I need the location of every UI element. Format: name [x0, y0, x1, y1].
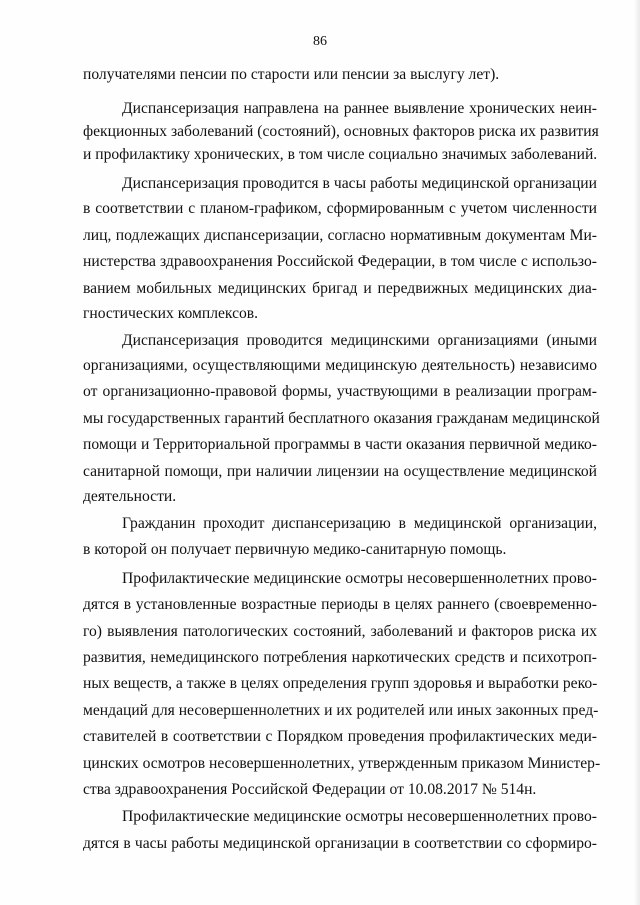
text-line: Диспансеризация проводится в часы работы медицинской организации — [122, 175, 597, 192]
text-line: помощи и Территориальной программы в части оказания первичной медико- — [83, 436, 597, 453]
text-line: развития, немедицинского потребления наркотических средств и психотроп- — [83, 649, 597, 666]
page-edge-shadow — [634, 0, 640, 905]
text-line: Гражданин проходит диспансеризацию в медицинской организации, — [122, 515, 597, 532]
text-line: деятельности. — [83, 488, 177, 505]
text-line: Профилактические медицинские осмотры несовершеннолетних прово- — [122, 808, 597, 825]
text-line: ванием мобильных медицинских бригад и передвижных медицинских диа- — [83, 280, 597, 297]
text-line: мы государственных гарантий бесплатного оказания гражданам медицинской — [83, 410, 600, 427]
text-line: Диспансеризация направлена на раннее выявление хронических неин- — [122, 100, 597, 117]
text-line: фекционных заболеваний (состояний), основных факторов риска их развития — [83, 123, 599, 140]
text-line: организациями, осуществляющими медицинскую деятельность) независимо — [83, 357, 597, 374]
text-line: Диспансеризация проводится медицинскими организациями (иными — [122, 332, 597, 349]
text-line: получателями пенсии по старости или пенсии за выслугу лет). — [83, 66, 500, 83]
text-line: го) выявления патологических состояний, заболеваний и факторов риска их — [83, 623, 597, 640]
text-line: и профилактику хронических, в том числе социально значимых заболеваний. — [83, 146, 598, 163]
text-line: в соответствии с планом-графиком, сформированным с учетом численности — [83, 200, 597, 217]
text-line: дятся в часы работы медицинской организации в соответствии со сформиро- — [83, 835, 597, 852]
text-line: в которой он получает первичную медико-санитарную помощь. — [83, 541, 507, 558]
text-line: гностических комплексов. — [83, 305, 259, 322]
text-line: ставителей в соответствии с Порядком проведения профилактических меди- — [83, 728, 597, 745]
text-line: от организационно-правовой формы, участвующими в реализации програм- — [83, 383, 597, 400]
text-line: лиц, подлежащих диспансеризации, согласно нормативным документам Ми- — [83, 227, 597, 244]
text-line: нистерства здравоохранения Российской Федерации, в том числе с использо- — [83, 253, 597, 270]
text-line: цинских осмотров несовершеннолетних, утвержденным приказом Министер- — [83, 755, 601, 772]
text-line: ства здравоохранения Российской Федерации от 10.08.2017 № 514н. — [83, 781, 537, 798]
text-line: мендаций для несовершеннолетних и их родителей или иных законных пред- — [83, 702, 599, 719]
text-line: санитарной помощи, при наличии лицензии на осуществление медицинской — [83, 463, 597, 480]
page-number: 86 — [313, 34, 327, 49]
text-line: дятся в установленные возрастные периоды в целях раннего (своевременно- — [83, 596, 597, 613]
text-line: Профилактические медицинские осмотры несовершеннолетних прово- — [122, 570, 597, 587]
text-line: ных веществ, а также в целях определения групп здоровья и выработки реко- — [83, 675, 598, 692]
